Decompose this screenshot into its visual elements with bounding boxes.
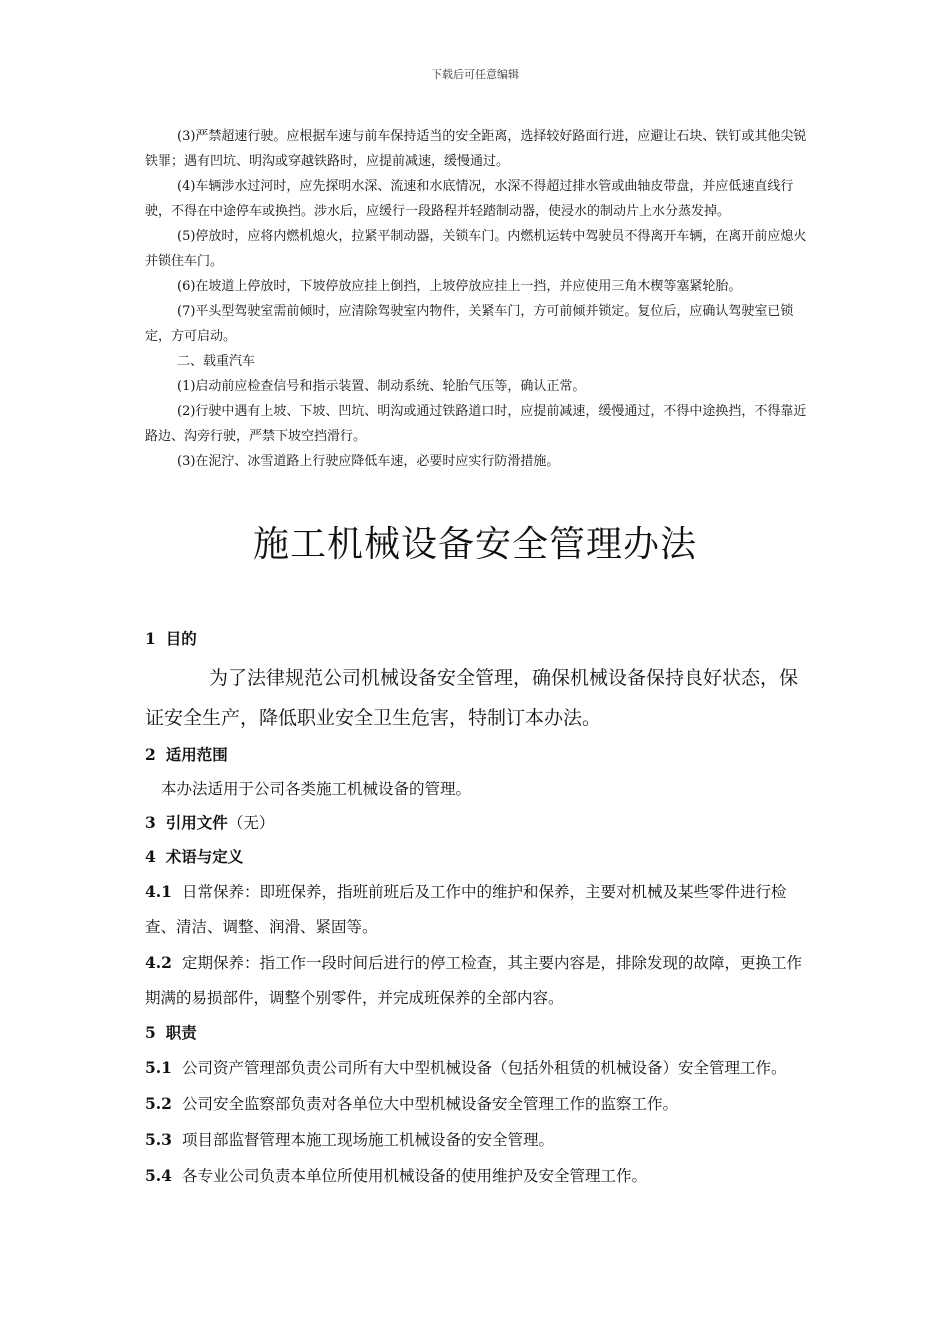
duty-item [145,1086,810,1122]
definition-item [145,945,810,1016]
duty-item [145,1158,810,1194]
paragraph: (3)在泥泞、冰雪道路上行驶应降低车速，必要时应实行防滑措施。 [177,454,560,469]
item-text: 日常保养：即班保养，指班前班后及工作中的维护和保养，主要对机械及某些零件进行检查、清洁、调整、润滑、紧固等。 [145,883,787,936]
section-heading-terms [145,840,810,874]
duty-item [145,1050,810,1086]
section-title: 职责 [165,1023,197,1042]
item-number: 5.3 [145,1130,172,1149]
scope-text: 本办法适用于公司各类施工机械设备的管理。 [161,780,472,798]
paragraph: (6)在坡道上停放时，下坡停放应挂上倒挡，上坡停放应挂上一挡，并应使用三角木楔等塞紧轮胎。 [177,279,742,294]
subheading: 二、载重汽车 [177,354,256,369]
section-note: （无） [227,814,275,832]
document-body [145,622,810,1194]
paragraph: (3)严禁超速行驶。应根据车速与前车保持适当的安全距离，选择较好路面行进，应避让石块、铁钉或其他尖锐铁罪；遇有凹坑、明沟或穿越铁路时，应提前减速，缓慢通过。 [145,129,807,169]
paragraph: (4)车辆涉水过河时，应先探明水深、流速和水底情况，水深不得超过排水管或曲轴皮带盘，并应低速直线行驶，不得在中途停车或换挡。涉水后，应缓行一段路程并轻踏制动器，使浸水的制动片上水分蒸发掉。 [145,179,794,219]
item-number: 4.2 [145,953,172,972]
document-title: 施工机械设备安全管理办法 [252,524,697,565]
section-number: 1 [145,629,156,648]
item-number: 4.1 [145,882,172,901]
page-header: 下载后可任意编辑 [431,68,519,81]
item-text: 公司安全监察部负责对各单位大中型机械设备安全管理工作的监察工作。 [181,1095,678,1113]
section-number: 5 [145,1023,156,1042]
item-number: 5.1 [145,1058,172,1077]
section-heading-duties [145,1016,810,1050]
purpose-text: 为了法律规范公司机械设备安全管理，确保机械设备保持良好状态，保证安全生产，降低职业安全卫生危害，特制订本办法。 [145,667,799,729]
section-heading-scope [145,738,810,772]
section-heading-references [145,806,810,840]
section-number: 3 [145,813,156,832]
section-number: 4 [145,847,156,866]
vehicle-rules-section [145,124,810,474]
section-heading-purpose [145,622,810,656]
item-number: 5.2 [145,1094,172,1113]
section-title: 引用文件 [165,813,228,832]
item-text: 定期保养：指工作一段时间后进行的停工检查，其主要内容是，排除发现的故障，更换工作期满的易损部件，调整个别零件，并完成班保养的全部内容。 [145,954,802,1007]
paragraph: (7)平头型驾驶室需前倾时，应清除驾驶室内物件，关紧车门，方可前倾并锁定。复位后，应确认驾驶室已锁定，方可启动。 [145,304,794,344]
definition-item [145,874,810,945]
item-text: 各专业公司负责本单位所使用机械设备的使用维护及安全管理工作。 [181,1167,647,1185]
section-title: 术语与定义 [165,847,244,866]
section-number: 2 [145,745,156,764]
duty-item [145,1122,810,1158]
item-text: 项目部监督管理本施工现场施工机械设备的安全管理。 [181,1131,554,1149]
paragraph: (1)启动前应检查信号和指示装置、制动系统、轮胎气压等，确认正常。 [177,379,586,394]
item-number: 5.4 [145,1166,172,1185]
paragraph: (2)行驶中遇有上坡、下坡、凹坑、明沟或通过铁路道口时，应提前减速，缓慢通过，不得中途换挡，不得靠近路边、沟旁行驶，严禁下坡空挡滑行。 [145,404,807,444]
section-title: 目的 [165,629,197,648]
section-title: 适用范围 [165,745,228,764]
paragraph: (5)停放时，应将内燃机熄火，拉紧平制动器，关锁车门。内燃机运转中驾驶员不得离开车辆，在离开前应熄火并锁住车门。 [145,229,807,269]
item-text: 公司资产管理部负责公司所有大中型机械设备（包括外租赁的机械设备）安全管理工作。 [181,1059,787,1077]
